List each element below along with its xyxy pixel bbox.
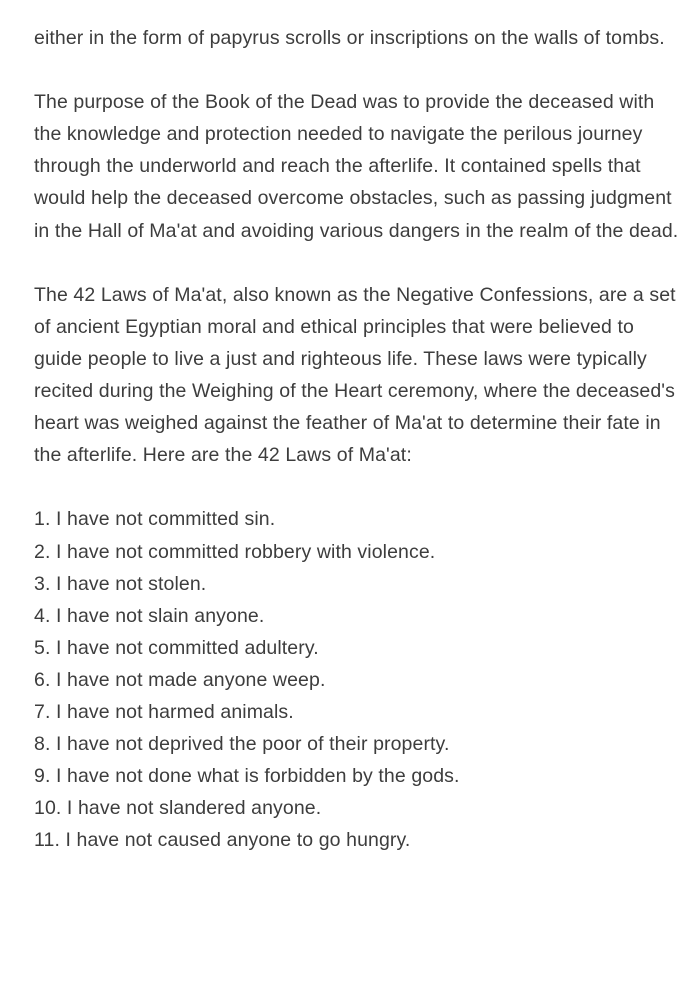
laws-list	[34, 503, 679, 856]
list-item: 10. I have not slandered anyone.	[34, 797, 322, 820]
list-item: 7. I have not harmed animals.	[34, 700, 294, 723]
list-item: 5. I have not committed adultery.	[34, 636, 319, 659]
list-item: 1. I have not committed sin.	[34, 508, 276, 531]
list-item: 4. I have not slain anyone.	[34, 604, 265, 627]
paragraph-intro-continuation: either in the form of papyrus scrolls or inscriptions on the walls of tombs.	[34, 27, 665, 49]
list-item: 6. I have not made anyone weep.	[34, 668, 326, 691]
list-item: 8. I have not deprived the poor of their property.	[34, 733, 450, 756]
list-item: 3. I have not stolen.	[34, 572, 207, 595]
paragraph-42-laws-intro: The 42 Laws of Ma'at, also known as the Negative Confessions, are a set of ancient Egyptian moral and ethical principles that were believed to guide people to live a just and righteous life. These laws were typically recited during the Weighing of the Heart ceremony, where the deceased's heart was weighed against the feather of Ma'at to determine their fate in the afterlife. Here are the 42 Laws of Ma'at:	[34, 283, 676, 467]
paragraph-book-of-the-dead-purpose: The purpose of the Book of the Dead was to provide the deceased with the knowledge and protection needed to navigate the perilous journey through the underworld and reach the afterlife. It contained spells that would help the deceased overcome obstacles, such as passing judgment in the Hall of Ma'at and avoiding various dangers in the realm of the dead.	[34, 91, 679, 242]
list-item: 2. I have not committed robbery with violence.	[34, 540, 436, 563]
list-item: 9. I have not done what is forbidden by the gods.	[34, 765, 460, 788]
list-item: 11. I have not caused anyone to go hungry.	[34, 829, 411, 852]
